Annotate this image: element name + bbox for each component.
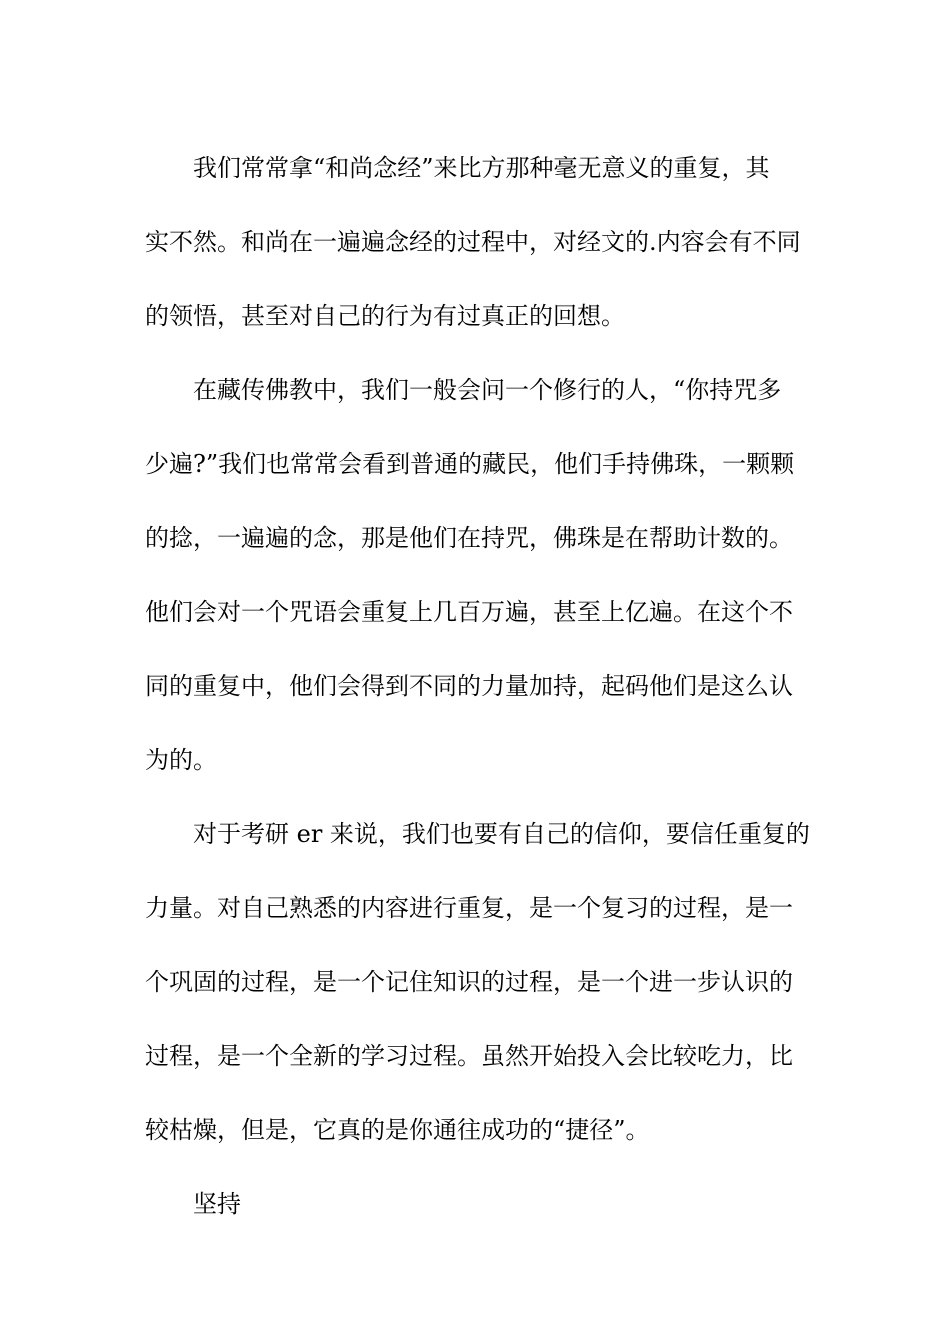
paragraph-line: 对于考研 er 来说，我们也要有自己的信仰，要信任重复的 [193,820,810,848]
paragraph-line: 少遍?”我们也常常会看到普通的藏民，他们手持佛珠，一颗颗 [145,450,795,478]
paragraph-line: 同的重复中，他们会得到不同的力量加持，起码他们是这么认 [145,672,793,700]
paragraph-line: 为的。 [145,746,217,774]
paragraph-line: 他们会对一个咒语会重复上几百万遍，甚至上亿遍。在这个不 [145,598,793,626]
paragraph-1 [145,131,807,353]
paragraph-line: 个巩固的过程，是一个记住知识的过程，是一个进一步认识的 [145,968,793,996]
paragraph-3 [145,797,810,1167]
paragraph-2 [145,353,807,797]
paragraph-line: 我们常常拿“和尚念经”来比方那种毫无意义的重复，其 [193,154,770,182]
paragraph-line: 实不然。和尚在一遍遍念经的过程中，对经文的.内容会有不同 [145,228,801,256]
paragraph-line: 在藏传佛教中，我们一般会问一个修行的人，“你持咒多 [193,376,782,404]
document-body [145,131,810,1241]
paragraph-line: 的捻，一遍遍的念，那是他们在持咒，佛珠是在帮助计数的。 [145,524,793,552]
paragraph-4 [145,1167,807,1241]
paragraph-line: 的领悟，甚至对自己的行为有过真正的回想。 [145,302,625,330]
paragraph-line: 较枯燥，但是，它真的是你通往成功的“捷径”。 [145,1116,650,1144]
paragraph-line: 坚持 [193,1190,241,1218]
paragraph-line: 力量。对自己熟悉的内容进行重复，是一个复习的过程，是一 [145,894,793,922]
paragraph-line: 过程，是一个全新的学习过程。虽然开始投入会比较吃力，比 [145,1042,793,1070]
